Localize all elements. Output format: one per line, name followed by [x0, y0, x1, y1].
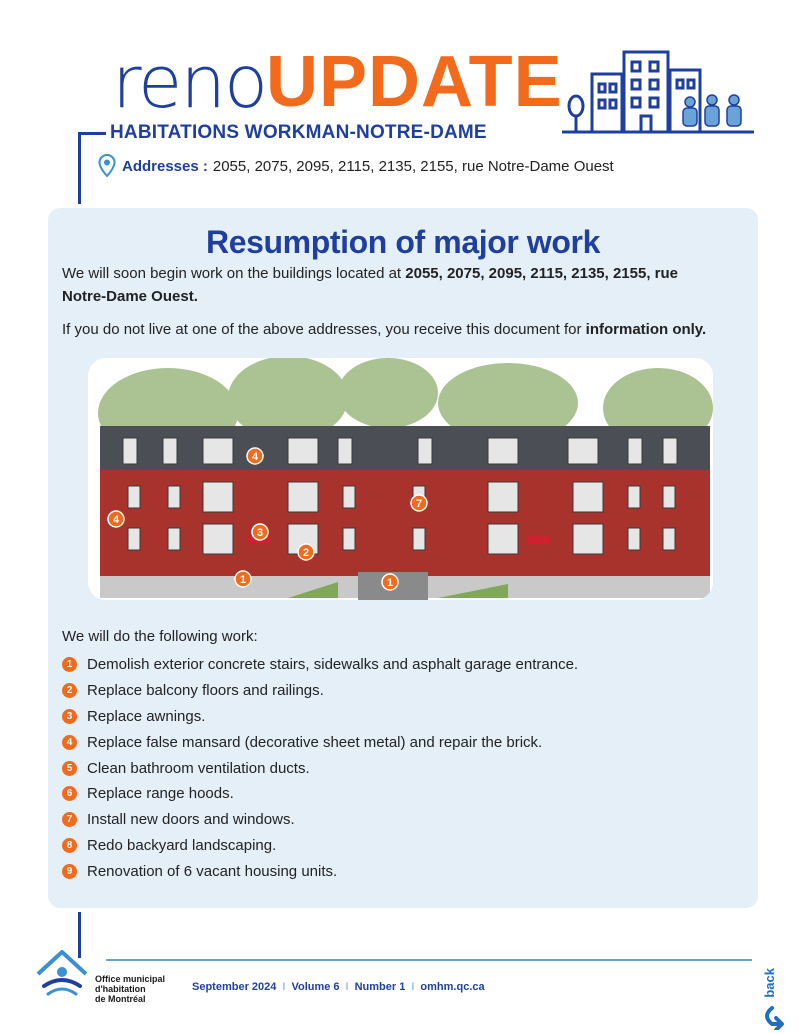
- item-number-badge: 4: [62, 735, 77, 750]
- info-paragraph: [62, 321, 742, 338]
- title-reno: reno: [112, 40, 266, 124]
- page-heading: Resumption of major work: [206, 224, 600, 260]
- addresses-value: 2055, 2075, 2095, 2115, 2135, 2155, rue Notre-Dame Ouest: [212, 157, 614, 175]
- separator: I: [345, 981, 349, 993]
- list-item: [62, 781, 578, 807]
- item-text: Replace false mansard (decorative sheet metal) and repair the brick.: [87, 733, 543, 751]
- item-text: Replace range hoods.: [87, 785, 234, 803]
- list-item: [62, 704, 578, 730]
- back-link[interactable]: back: [762, 968, 777, 998]
- omhm-logo-icon: [34, 944, 90, 1004]
- list-item: [62, 807, 578, 833]
- item-text: Demolish exterior concrete stairs, sidewalks and asphalt garage entrance.: [87, 656, 579, 674]
- content-card: [48, 208, 758, 908]
- marker-label: 3: [256, 527, 264, 539]
- item-number-badge: 2: [62, 683, 77, 698]
- project-name: HABITATIONS WORKMAN-NOTRE-DAME: [110, 122, 487, 143]
- work-list: [62, 652, 578, 884]
- info-text: If you do not live at one of the above addresses, you receive this document for: [62, 321, 586, 338]
- item-text: Replace awnings.: [87, 707, 206, 725]
- info-emphasis: information only.: [585, 321, 707, 338]
- marker-label: 4: [112, 514, 120, 526]
- intro-addresses: 2055, 2075, 2095, 2115, 2135, 2155, rue Notre-Dame Ouest.: [62, 265, 679, 305]
- item-number-badge: 7: [62, 812, 77, 827]
- organization-name: [95, 974, 165, 1004]
- item-text: Renovation of 6 vacant housing units.: [87, 862, 338, 880]
- city-buildings-people-icon: [562, 44, 754, 140]
- org-line: de Montréal: [95, 994, 146, 1004]
- intro-paragraph: [62, 262, 722, 308]
- marker-label: 1: [239, 574, 247, 586]
- item-number-badge: 1: [62, 657, 77, 672]
- list-item: [62, 858, 578, 884]
- separator: I: [282, 981, 286, 993]
- item-text: Redo backyard landscaping.: [87, 836, 277, 854]
- item-text: Install new doors and windows.: [87, 811, 295, 829]
- item-text: Replace balcony floors and railings.: [87, 682, 324, 700]
- item-text: Clean bathroom ventilation ducts.: [87, 759, 310, 777]
- work-intro: We will do the following work:: [62, 628, 258, 645]
- title-update: UPDATE: [266, 42, 563, 122]
- marker-label: 1: [386, 577, 394, 589]
- building-rendering: [88, 358, 713, 600]
- list-item: [62, 678, 578, 704]
- header-vertical-rule: [78, 132, 81, 204]
- item-number-badge: 8: [62, 838, 77, 853]
- addresses-label: Addresses :: [122, 157, 208, 175]
- newsletter-title: [112, 28, 563, 124]
- addresses-row: [98, 154, 614, 178]
- header-rule: [78, 132, 106, 135]
- list-item: [62, 833, 578, 859]
- list-item: [62, 652, 578, 678]
- intro-text: We will soon begin work on the buildings located at: [62, 265, 406, 282]
- org-line: d'habitation: [95, 984, 146, 994]
- item-number-badge: 5: [62, 761, 77, 776]
- marker-label: 4: [251, 451, 259, 463]
- list-item: [62, 755, 578, 781]
- issue-info: [192, 981, 485, 993]
- item-number-badge: 6: [62, 786, 77, 801]
- issue-number: Number 1: [354, 981, 406, 993]
- item-number-badge: 3: [62, 709, 77, 724]
- separator: I: [411, 981, 415, 993]
- item-number-badge: 9: [62, 864, 77, 879]
- website-link[interactable]: omhm.qc.ca: [420, 981, 485, 993]
- footer-rule: [106, 959, 752, 961]
- org-line: Office municipal: [95, 974, 166, 984]
- marker-label: 2: [302, 547, 310, 559]
- location-pin-icon: [98, 154, 116, 178]
- issue-date: September 2024: [192, 981, 277, 993]
- list-item: [62, 729, 578, 755]
- marker-label: 7: [415, 498, 423, 510]
- issue-volume: Volume 6: [291, 981, 340, 993]
